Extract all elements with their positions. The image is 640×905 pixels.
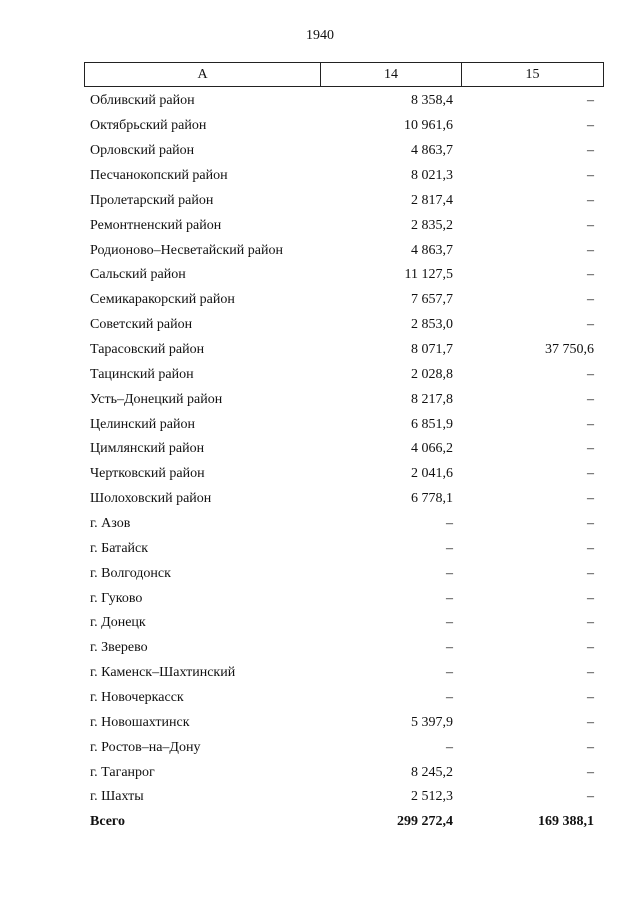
table-row [84, 710, 600, 735]
row-name: г. Новочеркасск [90, 690, 184, 706]
row-name: г. Гуково [90, 590, 143, 606]
row-name: г. Зверево [90, 640, 148, 656]
row-value-15: 37 750,6 [545, 342, 594, 358]
row-value-14: 2 817,4 [411, 192, 453, 208]
table-row [84, 362, 600, 387]
table-row [84, 238, 600, 263]
row-name: г. Таганрог [90, 764, 155, 780]
table-row [84, 412, 600, 437]
header-row [85, 63, 604, 87]
row-value-14: 7 657,7 [411, 292, 453, 308]
table-row [84, 313, 600, 338]
table-row [84, 263, 600, 288]
row-value-14: 2 041,6 [411, 466, 453, 482]
table-row [84, 437, 600, 462]
row-value-15: – [587, 789, 594, 805]
total-label: Всего [90, 814, 125, 830]
table-row [84, 288, 600, 313]
row-value-14: 2 835,2 [411, 217, 453, 233]
row-name: Орловский район [90, 143, 195, 159]
table-row [84, 487, 600, 512]
row-value-15: – [587, 516, 594, 532]
row-value-15: – [587, 217, 594, 233]
row-value-14: – [446, 590, 453, 606]
row-value-15: – [587, 242, 594, 258]
table-header [84, 62, 604, 87]
row-value-15: – [587, 192, 594, 208]
table-row [84, 462, 600, 487]
row-value-15: – [587, 540, 594, 556]
row-value-15: – [587, 317, 594, 333]
table-row [84, 512, 600, 537]
row-value-15: – [587, 764, 594, 780]
row-value-14: 8 071,7 [411, 342, 453, 358]
row-value-14: 10 961,6 [404, 118, 453, 134]
table-row [84, 686, 600, 711]
row-name: Цимлянский район [90, 441, 205, 457]
row-value-14: – [446, 540, 453, 556]
row-value-14: 11 127,5 [404, 267, 453, 283]
row-value-14: – [446, 665, 453, 681]
table-row [84, 139, 600, 164]
row-value-14: 8 021,3 [411, 168, 453, 183]
row-name: Родионово–Несветайский район [90, 242, 283, 258]
row-name: Ремонтненский район [90, 217, 222, 233]
row-value-14: – [446, 739, 453, 755]
row-name: Семикаракорский район [90, 292, 235, 308]
row-value-14: 8 358,4 [411, 93, 453, 109]
row-value-14: 5 397,9 [411, 714, 453, 730]
row-name: Пролетарский район [90, 192, 214, 208]
row-value-14: 2 028,8 [411, 366, 453, 382]
table-row [84, 586, 600, 611]
table-row [84, 785, 600, 810]
table-row [84, 338, 600, 363]
row-value-14: 8 245,2 [411, 764, 453, 780]
row-name: Песчанокопский район [90, 168, 228, 183]
row-value-15: – [587, 590, 594, 606]
row-value-14: 6 851,9 [411, 416, 453, 432]
row-name: Шолоховский район [90, 491, 212, 507]
row-name: Сальский район [90, 267, 186, 283]
table-row [84, 636, 600, 661]
row-value-15: – [587, 118, 594, 134]
table-row [84, 114, 600, 139]
row-value-15: – [587, 168, 594, 183]
row-value-15: – [587, 640, 594, 656]
row-name: Усть–Донецкий район [90, 391, 223, 407]
row-value-15: – [587, 416, 594, 432]
row-name: г. Азов [90, 516, 131, 532]
row-name: Обливский район [90, 93, 195, 109]
row-name: г. Волгодонск [90, 565, 171, 581]
row-value-15: – [587, 391, 594, 407]
row-value-15: – [587, 665, 594, 681]
row-name: г. Ростов–на–Дону [90, 739, 201, 755]
row-value-14: 6 778,1 [411, 491, 453, 507]
row-value-15: – [587, 565, 594, 581]
row-value-15: – [587, 267, 594, 283]
total-value-15: 169 388,1 [538, 814, 594, 830]
row-name: Тарасовский район [90, 342, 205, 358]
row-value-15: – [587, 366, 594, 382]
row-name: г. Каменск–Шахтинский [90, 665, 236, 681]
row-name: Октябрьский район [90, 118, 207, 134]
row-name: г. Шахты [90, 789, 144, 805]
row-value-14: 8 217,8 [411, 391, 453, 407]
header-col-15: 15 [462, 63, 604, 87]
row-value-14: – [446, 640, 453, 656]
row-value-15: – [587, 739, 594, 755]
row-value-14: 2 853,0 [411, 317, 453, 333]
row-value-15: – [587, 690, 594, 706]
row-value-14: – [446, 565, 453, 581]
table-row [84, 735, 600, 760]
table-row [84, 536, 600, 561]
row-value-15: – [587, 93, 594, 109]
row-value-14: 4 863,7 [411, 143, 453, 159]
row-value-14: 2 512,3 [411, 789, 453, 805]
row-value-15: – [587, 292, 594, 308]
row-value-15: – [587, 714, 594, 730]
total-row [84, 810, 600, 835]
row-value-14: – [446, 690, 453, 706]
row-name: Целинский район [90, 416, 195, 432]
row-value-14: – [446, 615, 453, 631]
table-row [84, 387, 600, 412]
table-row [84, 661, 600, 686]
table-body [84, 89, 600, 835]
row-name: г. Донецк [90, 615, 146, 631]
total-value-14: 299 272,4 [397, 814, 453, 830]
row-name: г. Новошахтинск [90, 714, 190, 730]
table-row [84, 760, 600, 785]
row-value-15: – [587, 143, 594, 159]
row-value-15: – [587, 441, 594, 457]
row-value-14: – [446, 516, 453, 532]
row-value-15: – [587, 491, 594, 507]
row-name: Тацинский район [90, 366, 194, 382]
table-row [84, 188, 600, 213]
table-row [84, 213, 600, 238]
header-col-14: 14 [321, 63, 462, 87]
row-value-14: 4 066,2 [411, 441, 453, 457]
row-name: Советский район [90, 317, 193, 333]
header-col-a: А [85, 63, 321, 87]
table-row [84, 561, 600, 586]
table-row [84, 89, 600, 114]
row-value-15: – [587, 615, 594, 631]
table-row [84, 164, 600, 189]
row-value-14: 4 863,7 [411, 242, 453, 258]
row-value-15: – [587, 466, 594, 482]
row-name: г. Батайск [90, 540, 149, 556]
page-number: 1940 [306, 28, 334, 43]
table-row [84, 611, 600, 636]
row-name: Чертковский район [90, 466, 205, 482]
